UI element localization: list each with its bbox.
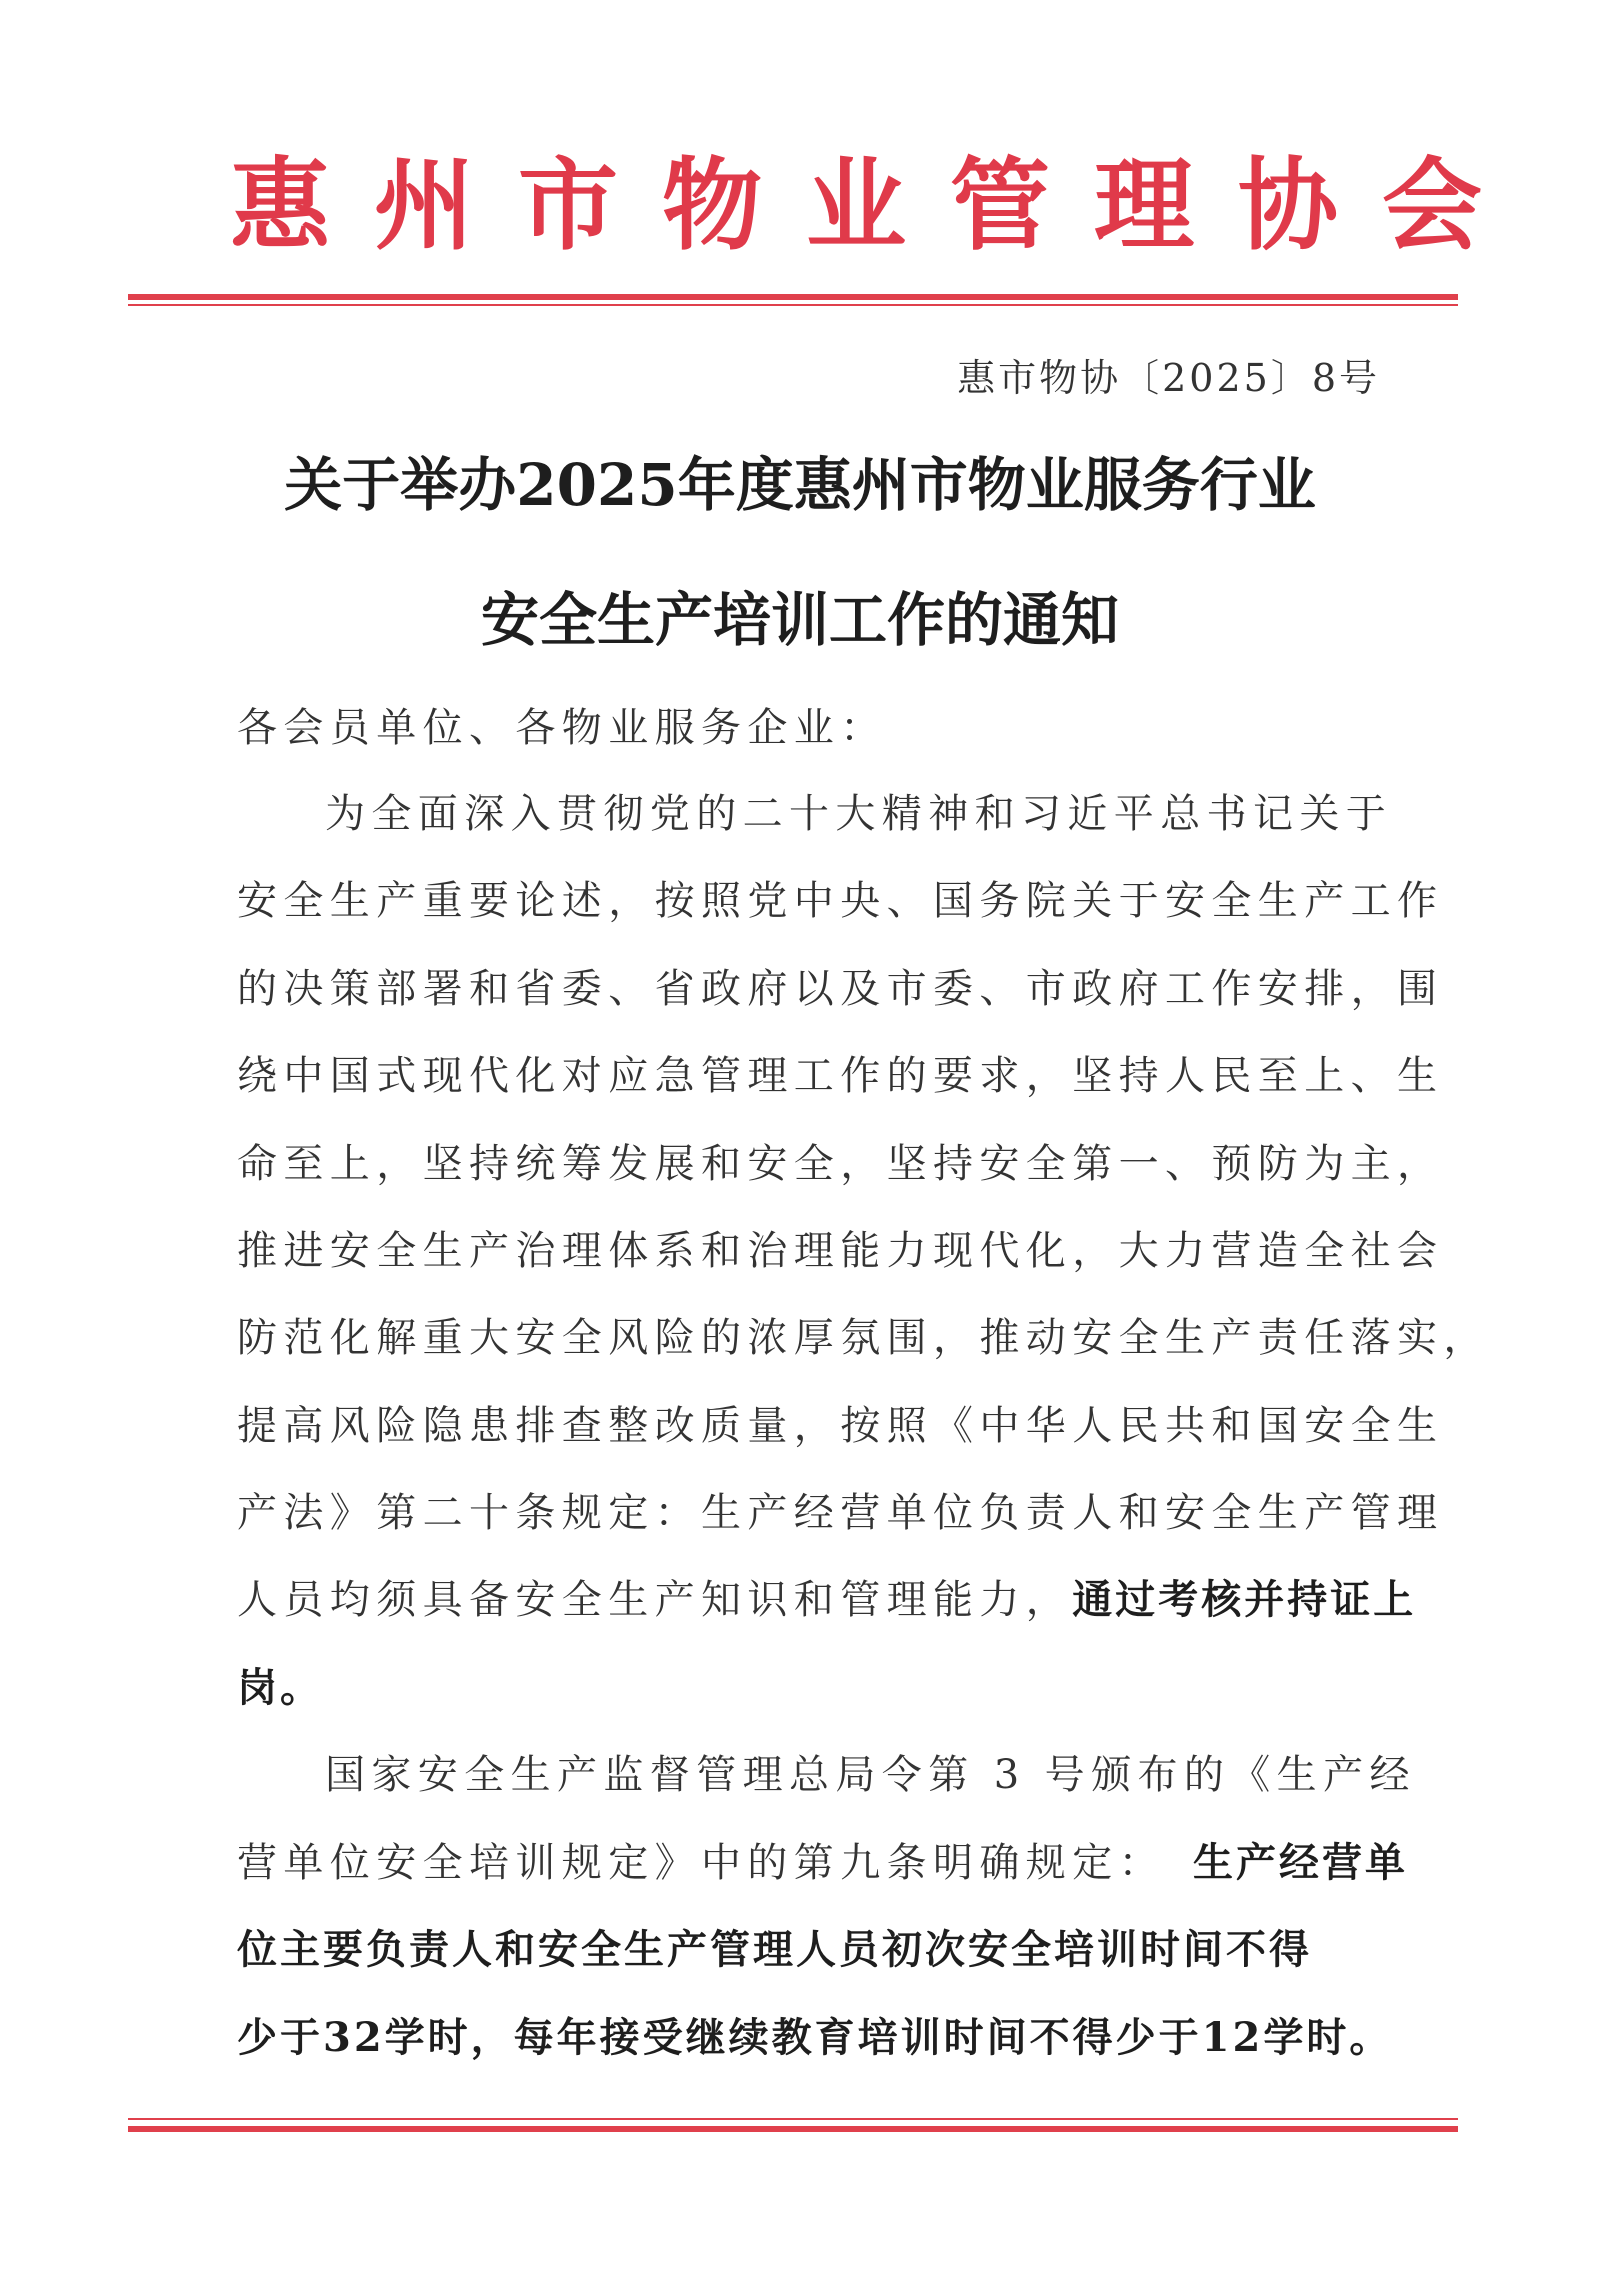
paragraph-1-line: 防范化解重大安全风险的浓厚氛围，推动安全生产责任落实， bbox=[237, 1315, 1490, 1361]
notice-title-line-1: 关于举办2025年度惠州市物业服务行业 bbox=[284, 451, 1316, 519]
paragraph-2-line-2 bbox=[237, 1835, 1408, 1891]
salutation: 各会员单位、各物业服务企业： bbox=[237, 705, 887, 751]
paragraph-1-line: 为全面深入贯彻党的二十大精神和习近平总书记关于 bbox=[325, 791, 1393, 837]
paragraph-1-line: 绕中国式现代化对应急管理工作的要求，坚持人民至上、生 bbox=[237, 1053, 1444, 1099]
paragraph-2-line-2-normal: 营单位安全培训规定》中的第九条明确规定： bbox=[237, 1840, 1165, 1886]
footer-divider-thick bbox=[128, 2126, 1458, 2132]
paragraph-1-line-10-normal: 人员均须具备安全生产知识和管理能力， bbox=[237, 1577, 1073, 1623]
paragraph-1-line-10-emphasis: 通过考核并持证上 bbox=[1072, 1576, 1417, 1623]
footer-divider-thin bbox=[128, 2118, 1458, 2120]
header-divider-thin bbox=[128, 304, 1458, 306]
org-name-header: 惠州市物业管理协会 bbox=[230, 146, 1526, 264]
paragraph-1-line: 安全生产重要论述，按照党中央、国务院关于安全生产工作 bbox=[237, 878, 1444, 924]
paragraph-1-line: 推进安全生产治理体系和治理能力现代化，大力营造全社会 bbox=[237, 1228, 1444, 1274]
paragraph-1-line: 命至上，坚持统筹发展和安全，坚持安全第一、预防为主， bbox=[237, 1141, 1444, 1187]
paragraph-1-line: 的决策部署和省委、省政府以及市委、市政府工作安排，围 bbox=[237, 966, 1444, 1012]
paragraph-1-line: 提高风险隐患排查整改质量，按照《中华人民共和国安全生 bbox=[237, 1403, 1444, 1449]
paragraph-1-line-10 bbox=[237, 1572, 1416, 1628]
paragraph-2-line-1: 国家安全生产监督管理总局令第 3 号颁布的《生产经 bbox=[325, 1752, 1416, 1798]
notice-title-line-2: 安全生产培训工作的通知 bbox=[480, 586, 1119, 654]
paragraph-2-line-4-emphasis: 少于32学时，每年接受继续教育培训时间不得少于12学时。 bbox=[237, 2014, 1393, 2061]
document-number: 惠市物协〔2025〕8号 bbox=[957, 356, 1380, 400]
paragraph-1-line-11-emphasis: 岗。 bbox=[237, 1664, 323, 1711]
paragraph-2-line-3-emphasis: 位主要负责人和安全生产管理人员初次安全培训时间不得 bbox=[237, 1926, 1312, 1973]
paragraph-2-line-2-emphasis: 生产经营单 bbox=[1193, 1839, 1408, 1886]
paragraph-1-line: 产法》第二十条规定：生产经营单位负责人和安全生产管理 bbox=[237, 1490, 1444, 1536]
header-divider-thick bbox=[128, 294, 1458, 300]
